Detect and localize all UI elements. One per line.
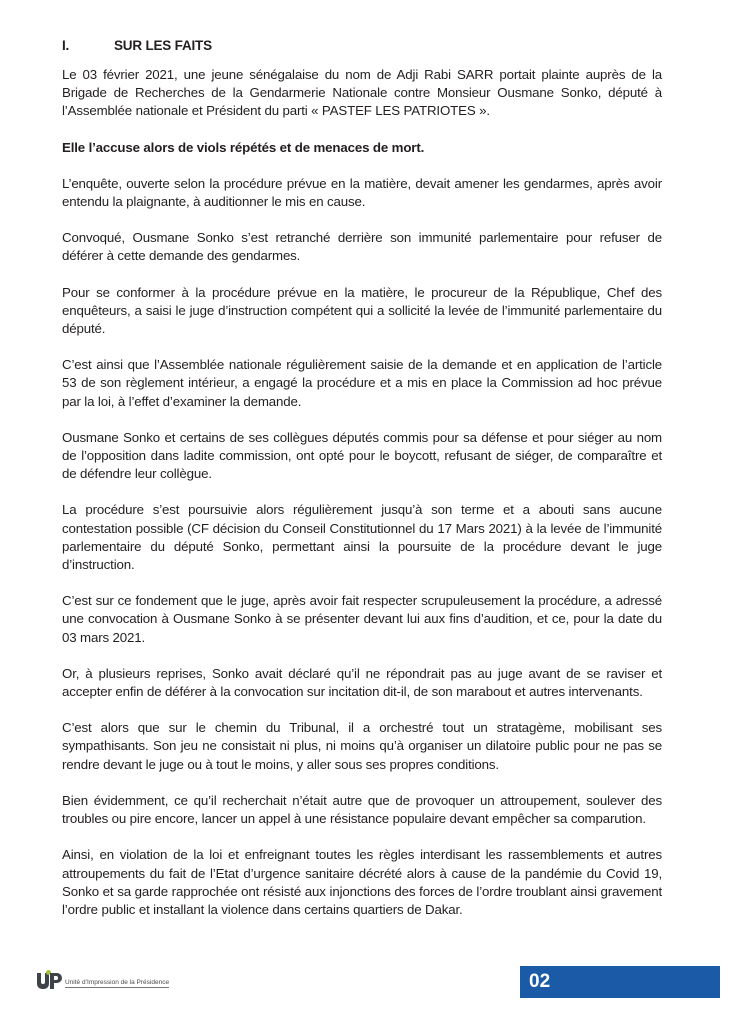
up-logo-icon [37,970,64,990]
paragraph: C’est alors que sur le chemin du Tribunal, il a orchestré tout un stratagème, mobilisant ses sympathisants. Son jeu ne consistait ni plus, ni moins qu’à organiser un dilatoire public pour ne pas se rendre devant le juge ou à tout le moins, y aller sous ses propres conditions. [62,720,662,772]
footer-logo [37,970,169,990]
paragraph: La procédure s’est poursuivie alors régulièrement jusqu’à son terme et a abouti sans aucune contestation possible (CF décision du Conseil Constitutionnel du 17 Mars 2021) à la levée de l’immunité parlementaire du député Sonko, permettant ainsi la poursuite de la procédure devant le juge d’instruction. [62,502,662,573]
section-heading [62,38,662,53]
paragraph: L’enquête, ouverte selon la procédure prévue en la matière, devait amener les gendarmes, après avoir entendu la plaignante, à auditionner le mis en cause. [62,175,662,210]
page-number-box [520,966,720,998]
paragraph: Ousmane Sonko et certains de ses collègues députés commis pour sa défense et pour siéger au nom de l’opposition dans ladite commission, ont opté pour le boycott, refusant de siéger, de comparaître et de défendre leur collègue. [62,429,662,482]
paragraph: Or, à plusieurs reprises, Sonko avait déclaré qu’il ne répondrait pas au juge avant de se raviser et accepter enfin de déférer à la convocation sur incitation dit-il, de son marabout et autres intervenants. [62,665,662,700]
footer-logo-text: Unité d’Impression de la Présidence [65,979,170,986]
document-page [62,38,662,937]
paragraph: C’est sur ce fondement que le juge, après avoir fait respecter scrupuleusement la procédure, a adressé une convocation à Ousmane Sonko à se présenter devant lui aux fins d’audition, et ce, pour la date du 03 mars 2021. [62,593,662,645]
section-title: SUR LES FAITS [114,38,212,53]
paragraph: Bien évidemment, ce qu’il recherchait n’était autre que de provoquer un attroupement, soulever des troubles ou pire encore, lancer un appel à une résistance populaire devant empêcher sa comparution. [62,792,662,827]
paragraph-bold: Elle l’accuse alors de viols répétés et de menaces de mort. [62,139,425,155]
paragraph: Convoqué, Ousmane Sonko s’est retranché derrière son immunité parlementaire pour refuser de déférer à cette demande des gendarmes. [62,230,662,264]
section-number: I. [62,38,70,53]
paragraph: C’est ainsi que l’Assemblée nationale régulièrement saisie de la demande et en application de l’article 53 de son règlement intérieur, a engagé la procédure et a mis en place la Commission ad hoc prévue par la loi, à l’effet d’examiner la demande. [62,357,662,409]
paragraph: Le 03 février 2021, une jeune sénégalaise du nom de Adji Rabi SARR portait plainte auprès de la Brigade de Recherches de la Gendarmerie Nationale contre Monsieur Ousmane Sonko, député à l’Assemblée nationale et Président du parti « PASTEF LES PATRIOTES ». [62,67,662,119]
page-number: 02 [529,971,551,992]
paragraph: Pour se conformer à la procédure prévue en la matière, le procureur de la République, Chef des enquêteurs, a saisi le juge d’instruction compétent qui a sollicité la levée de l’immunité parlementaire du député. [62,284,662,337]
paragraph: Ainsi, en violation de la loi et enfreignant toutes les règles interdisant les rassemblements et autres attroupements du fait de l’Etat d’urgence sanitaire décrété alors à cause de la pandémie du Covid 19, Sonko et sa garde rapprochée ont résisté aux injonctions des forces de l’ordre troublant ainsi gravement l’ordre public et installant la violence dans certains quartiers de Dakar. [62,847,662,917]
